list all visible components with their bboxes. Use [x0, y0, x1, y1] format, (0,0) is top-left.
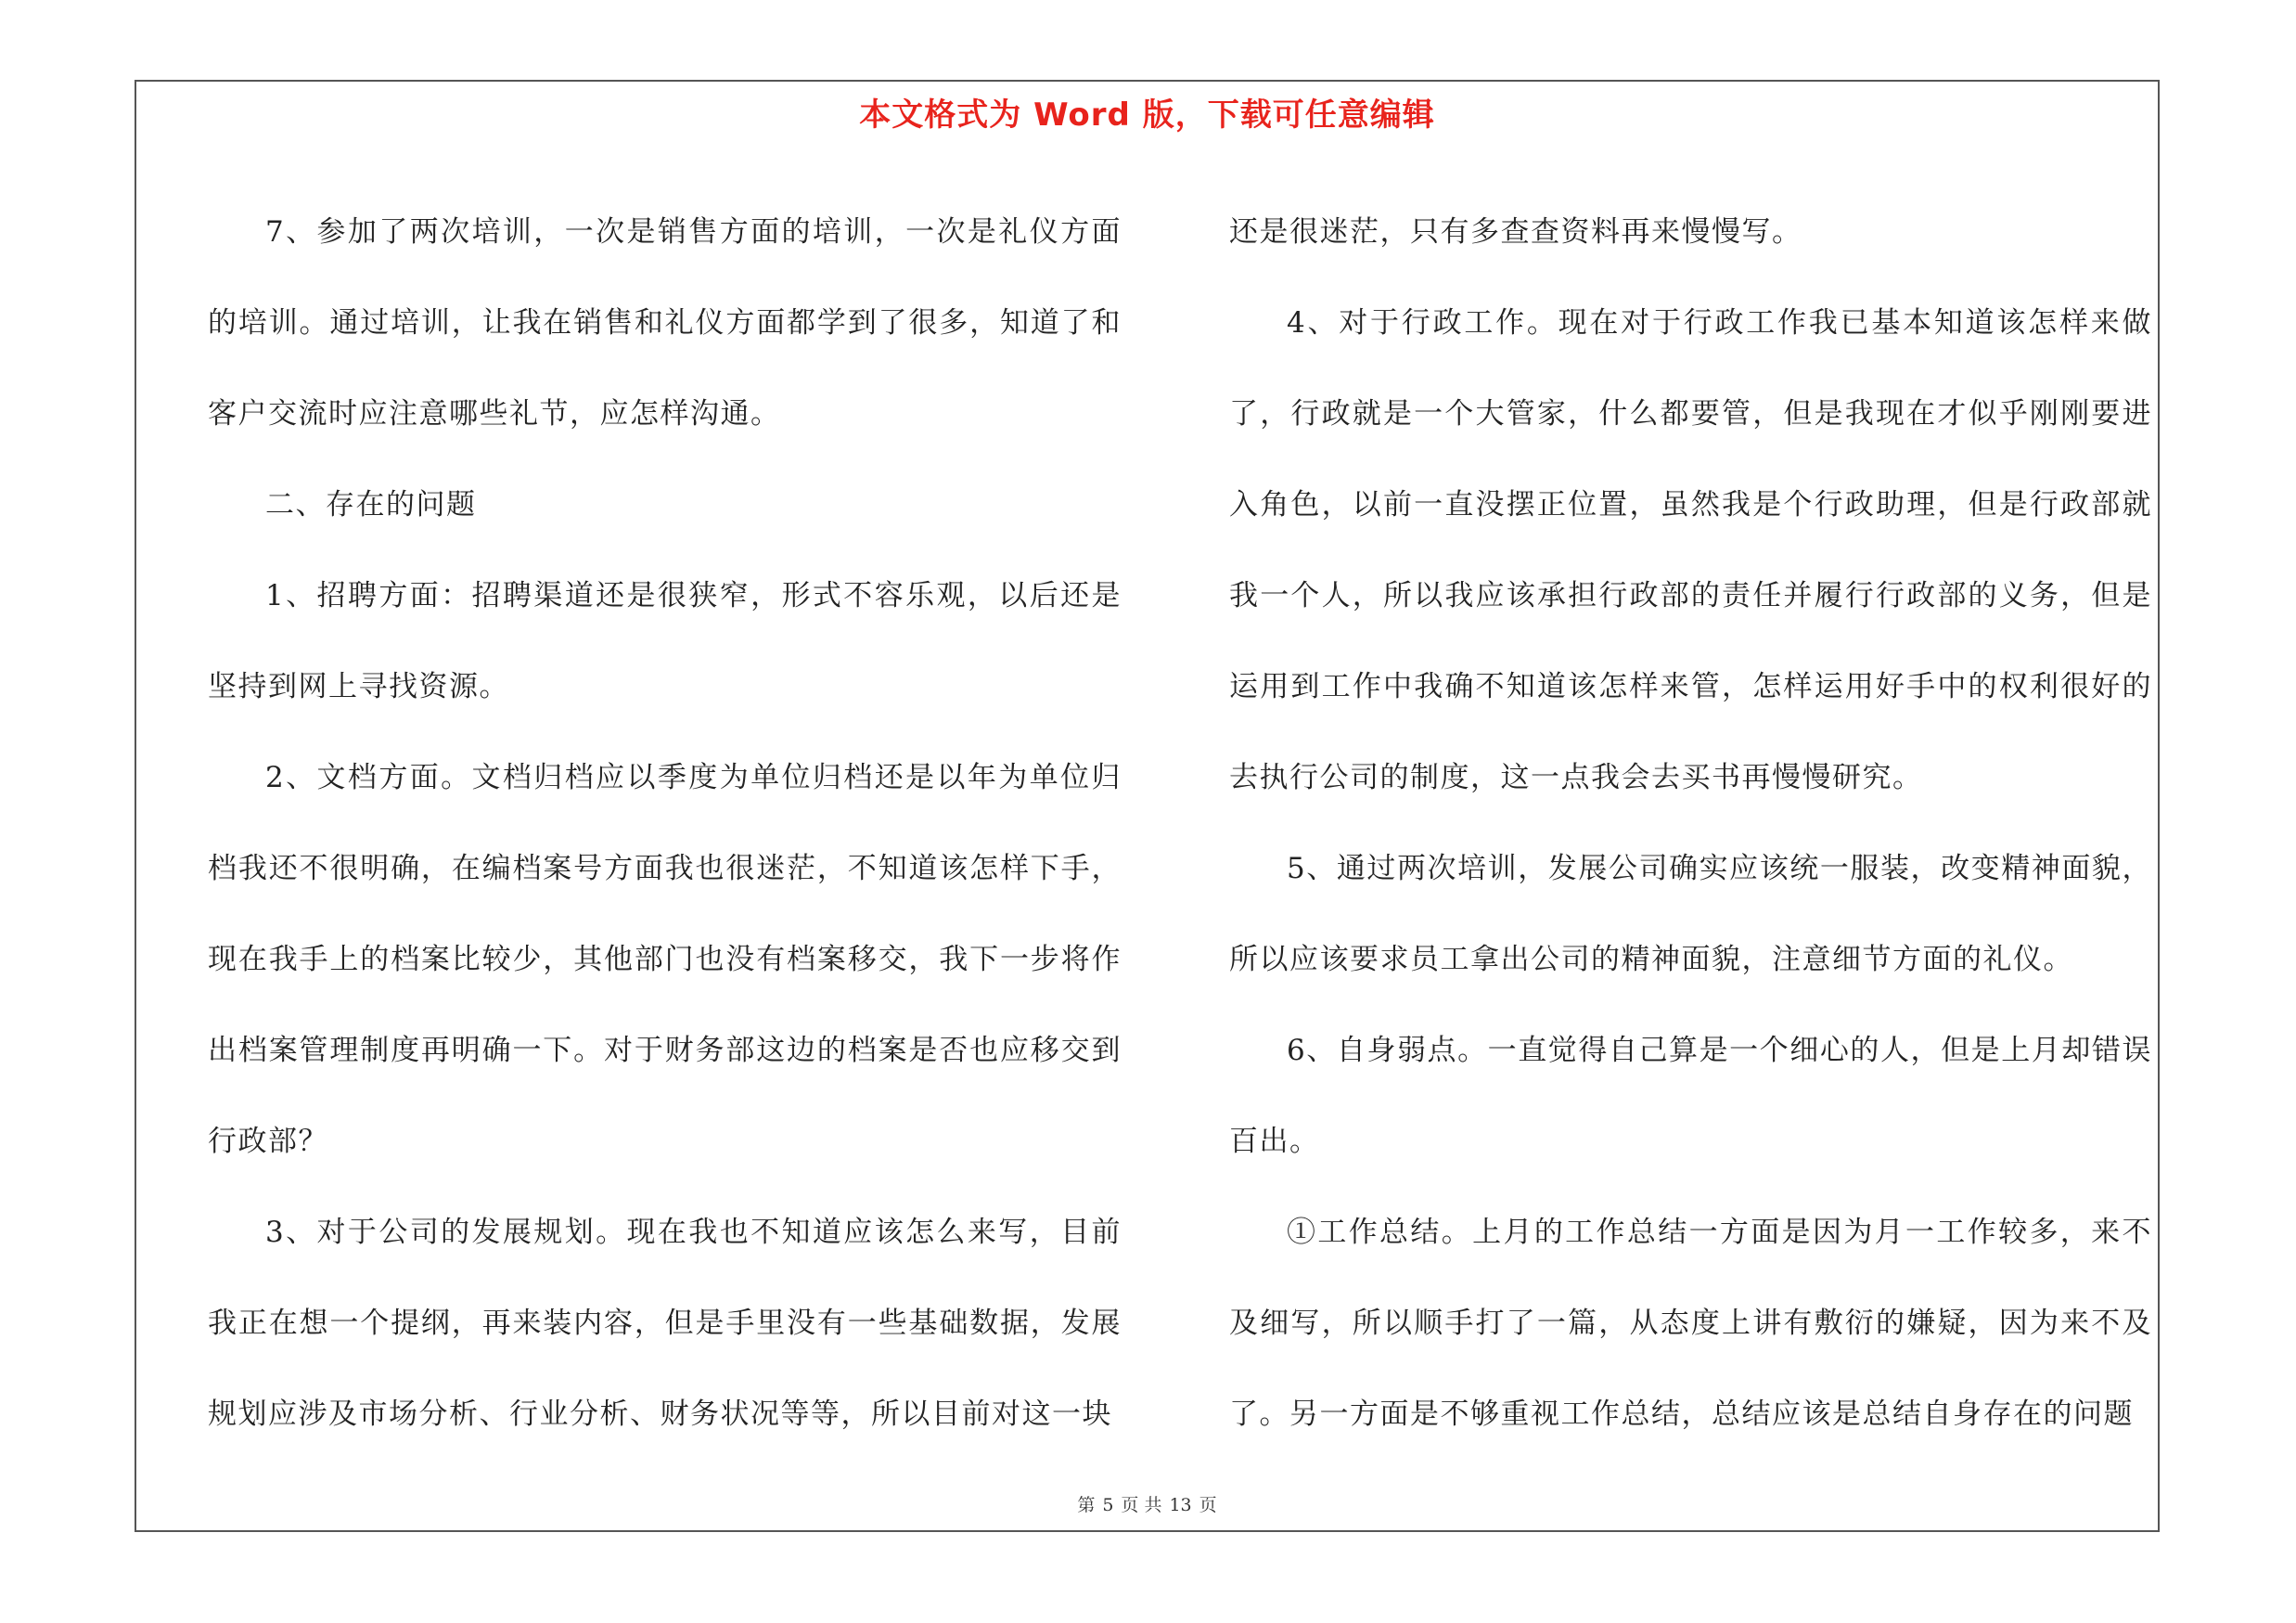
paragraph: 还是很迷茫，只有多查查资料再来慢慢写。 — [1229, 215, 1802, 249]
paragraph: 3、对于公司的发展规划。现在我也不知道应该怎么来写，目前我正在想一个提纲，再来装内容，但是手里没有一些基础数据，发展规划应涉及市场分析、行业分析、财务状况等等，所以目前对这一块 — [208, 1216, 1122, 1431]
total-page-count: 13 — [1169, 1495, 1192, 1515]
page-footer — [136, 1491, 2158, 1516]
paragraph: 1、招聘方面：招聘渠道还是很狭窄，形式不容乐观，以后还是坚持到网上寻找资源。 — [208, 579, 1122, 703]
paragraph: 二、存在的问题 — [265, 488, 477, 522]
paragraph: 6、自身弱点。一直觉得自己算是一个细心的人，但是上月却错误百出。 — [1229, 1034, 2152, 1158]
footer-suffix: 页 — [1199, 1495, 1217, 1515]
right-column — [1229, 187, 2152, 1460]
left-column — [208, 187, 1122, 1460]
paragraph: ①工作总结。上月的工作总结一方面是因为月一工作较多，来不及细写，所以顺手打了一篇，从态度上讲有敷衍的嫌疑，因为来不及了。另一方面是不够重视工作总结，总结应该是总结自身存在的问题 — [1229, 1216, 2152, 1431]
paragraph: 7、参加了两次培训，一次是销售方面的培训，一次是礼仪方面的培训。通过培训，让我在销售和礼仪方面都学到了很多，知道了和客户交流时应注意哪些礼节，应怎样沟通。 — [208, 215, 1122, 431]
footer-middle: 页 共 — [1121, 1495, 1162, 1515]
paragraph: 5、通过两次培训，发展公司确实应该统一服装，改变精神面貌，所以应该要求员工拿出公司的精神面貌，注意细节方面的礼仪。 — [1229, 852, 2152, 976]
footer-prefix: 第 — [1077, 1495, 1096, 1515]
format-banner: 本文格式为 Word 版，下载可任意编辑 — [859, 97, 1435, 134]
page-frame — [135, 80, 2160, 1532]
paragraph: 4、对于行政工作。现在对于行政工作我已基本知道该怎样来做了，行政就是一个大管家，什么都要管，但是我现在才似乎刚刚要进入角色，以前一直没摆正位置，虽然我是个行政助理，但是行政部就我一个人，所以我应该承担行政部的责任并履行行政部的义务，但是运用到工作中我确不知道该怎样来管，怎样运用好手中的权利很好的去执行公司的制度，这一点我会去买书再慢慢研究。 — [1229, 306, 2152, 794]
current-page-number: 5 — [1102, 1495, 1114, 1515]
paragraph: 2、文档方面。文档归档应以季度为单位归档还是以年为单位归档我还不很明确，在编档案号方面我也很迷茫，不知道该怎样下手，现在我手上的档案比较少，其他部门也没有档案移交，我下一步将作出档案管理制度再明确一下。对于财务部这边的档案是否也应移交到行政部？ — [208, 761, 1122, 1158]
